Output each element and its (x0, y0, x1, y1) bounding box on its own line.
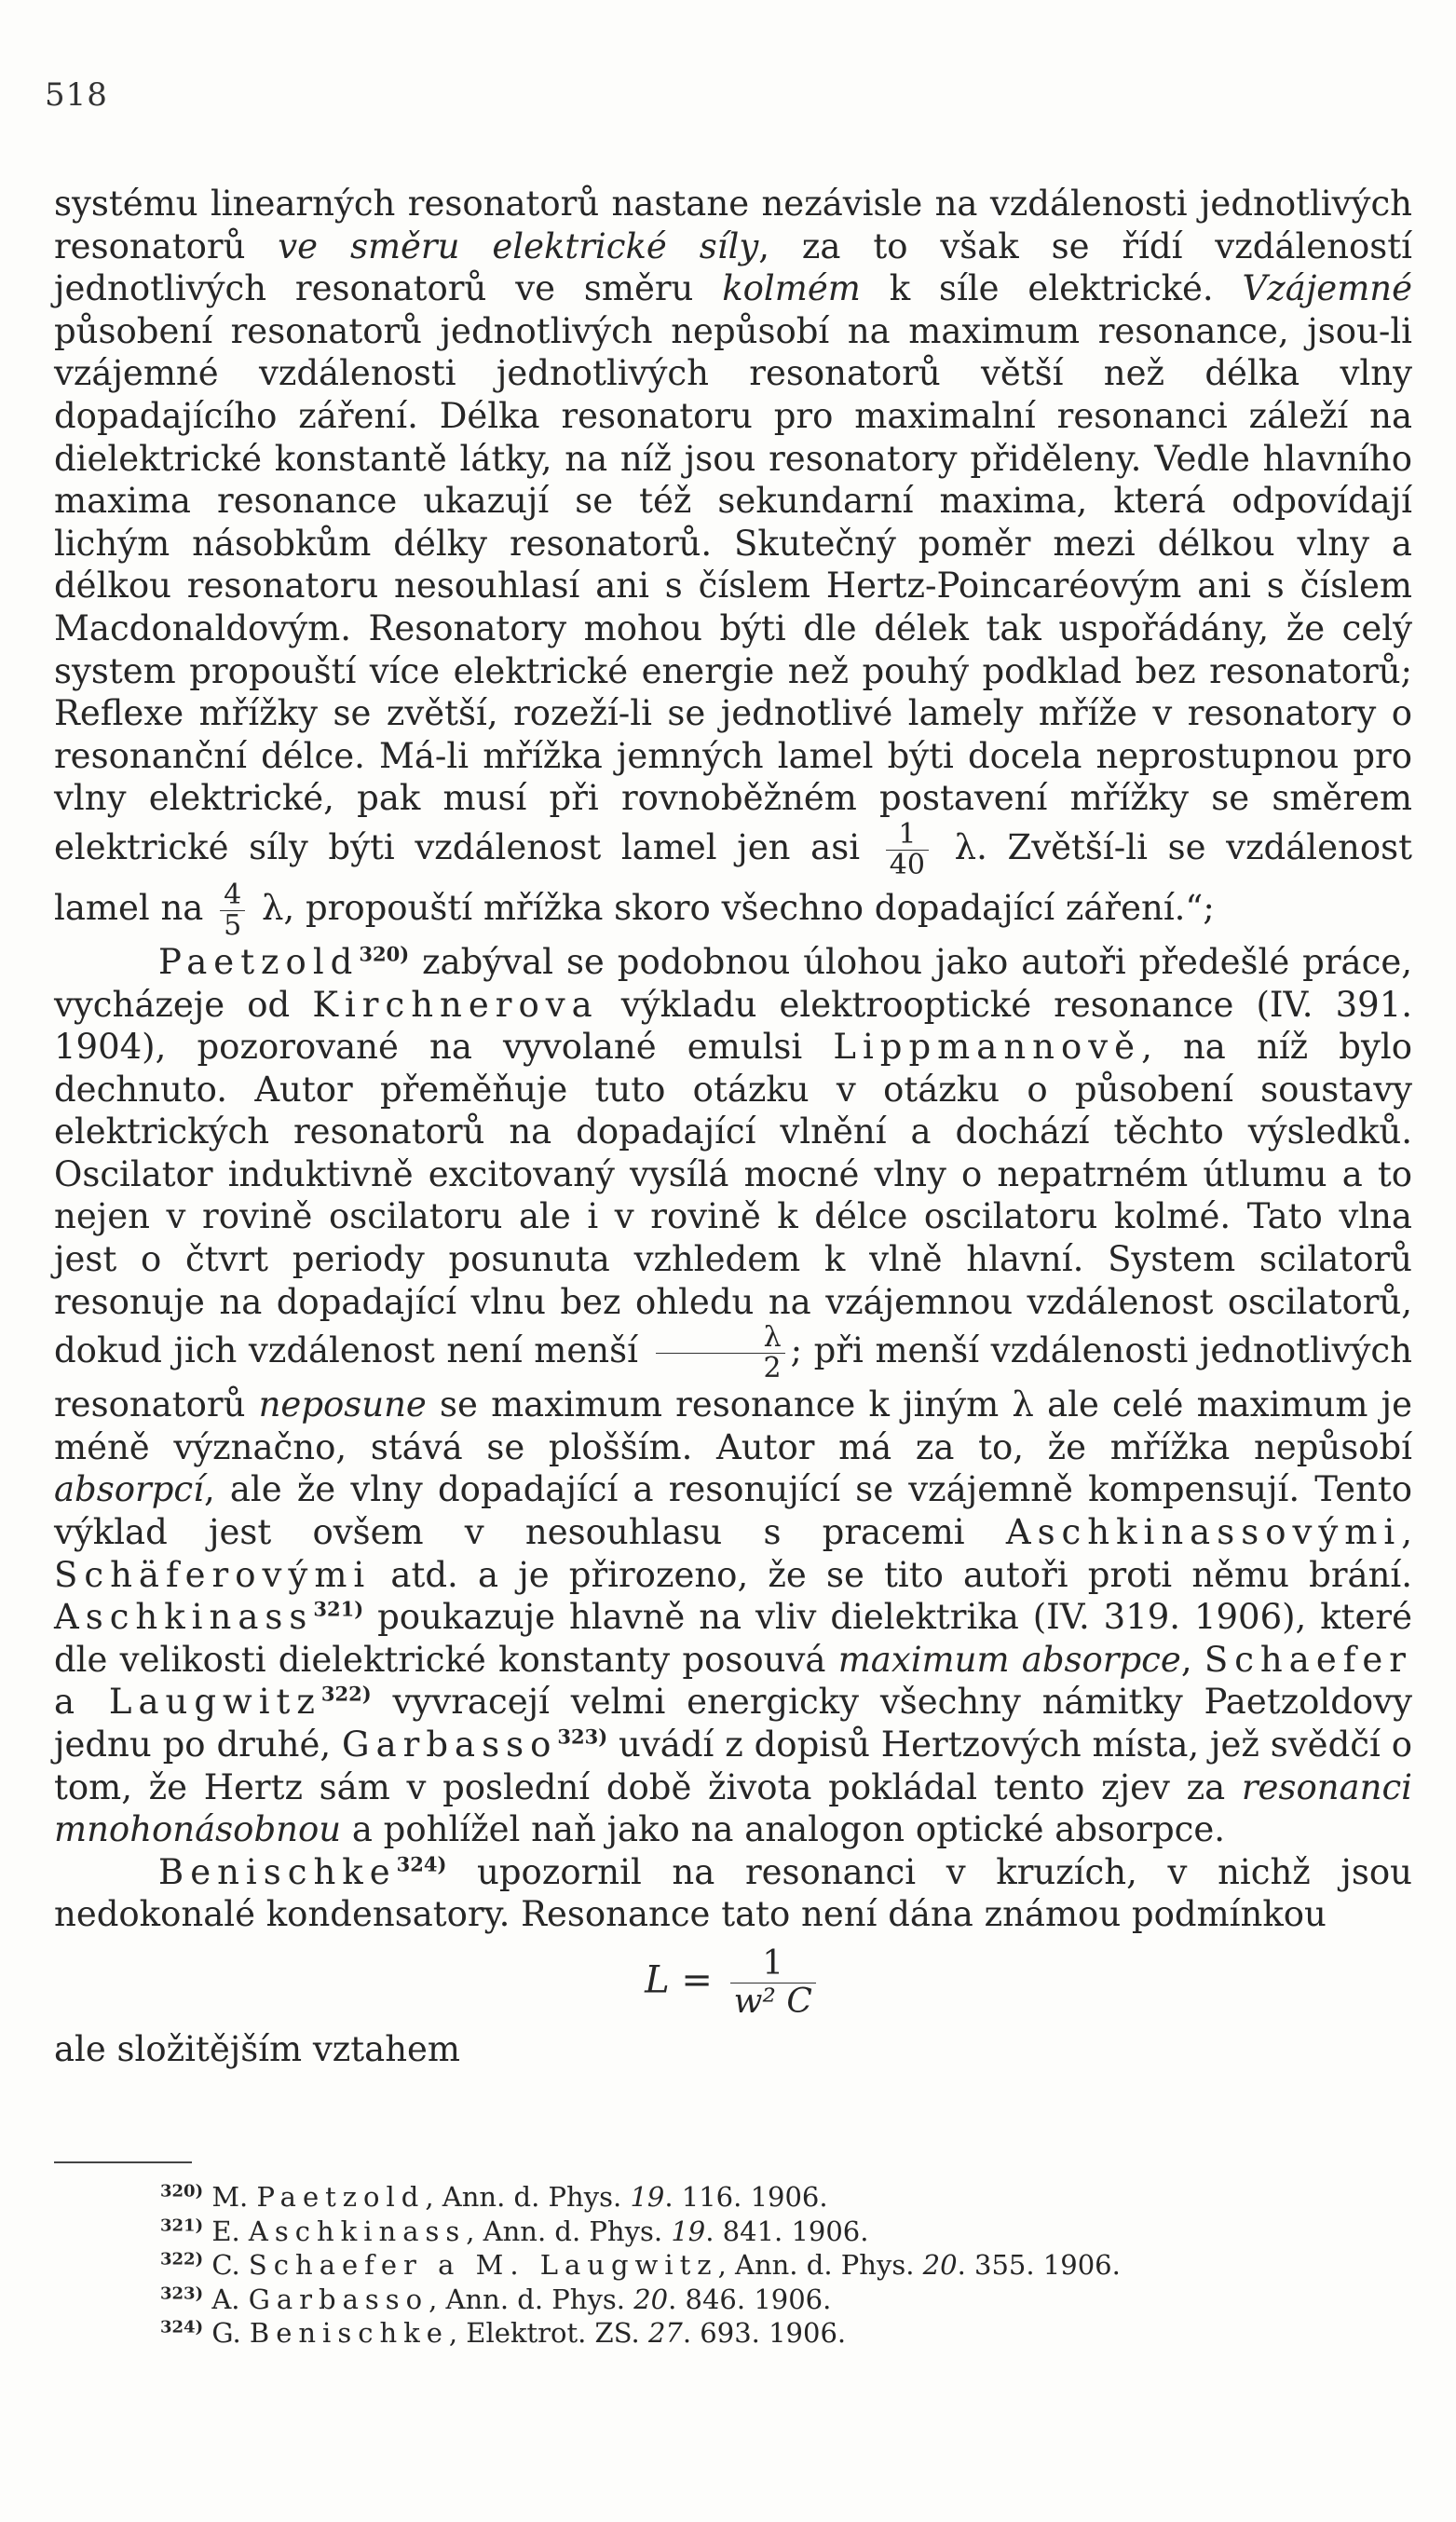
formula-numerator: 1 (730, 1945, 816, 1984)
text-run: vyvracejí velmi energicky všechny námitky Paetzoldovy jednu po druhé, (54, 1682, 1412, 1765)
text-run: C. (211, 2249, 249, 2282)
footnote-number: 321) (160, 2215, 204, 2235)
spaced-name: Schäferovými (54, 1554, 372, 1595)
paragraph-2 (54, 941, 1412, 1851)
footnote-ref[interactable]: 320) (359, 942, 410, 966)
text-run: upozornil na resonanci v kruzích, v nichž jsou nedokonalé kondensatory. Resonance tato není dána známou podmínkou (54, 1851, 1412, 1935)
text-run: , Ann. d. Phys. (425, 2181, 631, 2213)
fraction-numerator: 4 (220, 880, 245, 911)
footnote-ref[interactable]: 324) (396, 1852, 447, 1876)
emphasis-text: resonanci mnohonásobnou (54, 1766, 1412, 1850)
footnote-item (160, 2248, 1412, 2283)
spaced-name: Aschkinass (248, 2215, 467, 2247)
footnote-ref[interactable]: 323) (557, 1725, 608, 1749)
formula-resonance-condition (54, 1945, 1412, 2021)
footnote-item (160, 2316, 1412, 2351)
text-run: k síle elektrické. (860, 268, 1243, 309)
footnote-item (160, 2283, 1412, 2317)
text-run: , za to však se řídí vzdáleností jednotlivých resonatorů ve směru (54, 225, 1412, 309)
spaced-name: Aschkinass (54, 1597, 314, 1638)
text-run: poukazuje hlavně na vliv dielektrika (IV. 319. 1906), které dle velikosti dielektrické konstanty posouvá (54, 1597, 1412, 1680)
emphasis-text: kolmém (722, 268, 861, 309)
spaced-name: Aschkinassovými (1005, 1512, 1402, 1553)
formula-lhs: L (645, 1958, 670, 2002)
formula-fraction (730, 1945, 816, 2021)
spaced-name: Benischke (158, 1851, 397, 1892)
footnotes (160, 2180, 1412, 2351)
paragraph-1 (54, 183, 1412, 941)
footnote-divider (54, 2161, 192, 2163)
text-run: G. (211, 2317, 250, 2350)
spaced-name: Schaefer a Laugwitz (54, 1639, 1412, 1723)
spaced-name: Benischke (249, 2317, 449, 2350)
spaced-name: Kirchnerova (312, 984, 599, 1025)
text-run: M. (211, 2181, 257, 2213)
text-run: systému linearných resonatorů nastane nezávisle na vzdálenosti jednotlivých resonatorů (54, 184, 1412, 266)
text-run: působení resonatorů jednotlivých nepůsobí na maximum resonance, jsou-li vzájemné vzdálenosti jednotlivých resonatorů větší než délka vlny dopadajícího záření. Délka resonatoru pro maximalní resonanci záleží na dielektrické konstantě látky, na níž jsou resonatory přiděleny. Vedle hlavního maxima resonance ukazují se též sekundarní maxima, která odpovídají lichým násobkům délky resonatorů. Skutečný poměr mezi délkou vlny a délkou resonatoru nesouhlasí ani s číslem Hertz-Poincaréovým ani s číslem Macdonaldovým. Resonatory mohou býti dle délek tak uspořádány, že celý system propouští více elektrické energie než pouhý podklad bez resonatorů; Reflexe mřížky se zvětší, rozeží-li se jednotlivé lamely mříže v resonatory o resonanční délce. Má-li mřížka jemných lamel býti docela neprostupnou pro vlny elektrické, pak musí při rovnoběžném postavení mřížky se směrem elektrické síly býti vzdálenost lamel jen asi (54, 310, 1412, 867)
text-run: E. (211, 2215, 249, 2247)
text-run: výkladu elektrooptické resonance (IV. 391. 1904), pozorované na vyvolané emulsi (54, 984, 1412, 1068)
text-run: λ. Zvětší-li se vzdálenost lamel na (54, 826, 1412, 928)
emphasis-text: 20 (922, 2249, 958, 2282)
text-run: λ, propouští mřížka skoro všechno dopadající záření.“; (251, 887, 1215, 928)
text-run: . 116. 1906. (664, 2181, 828, 2213)
emphasis-text: absorpcí (54, 1469, 204, 1510)
fraction-denominator: 2 (763, 1352, 782, 1385)
text-run: . 841. 1906. (705, 2215, 869, 2247)
footnote-item (160, 2180, 1412, 2215)
emphasis-text: neposune (258, 1384, 427, 1425)
spaced-name: Lippmannově (833, 1027, 1142, 1068)
footnote-ref[interactable]: 322) (320, 1683, 372, 1707)
footnote-number: 322) (160, 2249, 204, 2270)
fraction-numerator: 1 (886, 820, 929, 851)
spaced-name: Paetzold (256, 2181, 426, 2213)
spaced-name: Schaefer a M. Laugwitz (248, 2249, 718, 2282)
footnote-number: 324) (160, 2317, 204, 2338)
text-run: ; při menší vzdálenosti jednotlivých resonatorů (54, 1330, 1412, 1425)
emphasis-text: 20 (633, 2283, 669, 2315)
text-run: zabýval se podobnou úlohou jako autoři předešlé práce, vycházeje od (54, 941, 1412, 1025)
page-number: 518 (45, 76, 108, 114)
fraction-denominator: 5 (224, 908, 242, 942)
main-text (54, 183, 1412, 2071)
text-run: A. (211, 2283, 249, 2315)
text-run: , na níž bylo dechnuto. Autor přeměňuje tuto otázku v otázku o působení soustavy elektrických resonatorů na dopadající vlnění a dochází těchto výsledků. Oscilator induktivně excitovaný vysílá mocné vlny o nepatrném útlumu a to nejen v rovině oscilatoru ale i v rovině k délce oscilatoru kolmé. Tato vlna jest o čtvrt periody posunuta vzhledem k vlně hlavní. System scilatorů resonuje na dopadající vlnu bez ohledu na vzájemnou vzdálenost oscilatorů, dokud jich vzdálenost není menší (54, 1027, 1412, 1371)
text-run: , Ann. d. Phys. (466, 2215, 672, 2247)
text-run: a pohlížel naň jako na analogon optické absorpce. (341, 1809, 1226, 1850)
emphasis-text: Vzájemné (1242, 268, 1412, 309)
footnote-item (160, 2215, 1412, 2249)
text-run: se maximum resonance k jiným λ ale celé maximum je méně význačno, stává se plošším. Autor má za to, že mřížka nepůsobí (54, 1384, 1412, 1467)
text-run: . 693. 1906. (682, 2317, 847, 2350)
emphasis-text: ve směru elektrické síly (278, 225, 759, 266)
fraction-numerator: λ (656, 1323, 785, 1354)
footnote-number: 320) (160, 2181, 204, 2202)
fraction-denominator: 40 (889, 848, 925, 881)
emphasis-text: 27 (647, 2317, 683, 2350)
emphasis-text: maximum absorpce (837, 1639, 1181, 1680)
inline-fraction (886, 817, 929, 881)
emphasis-text: 19 (671, 2215, 706, 2247)
text-run: , Elektrot. ZS. (448, 2317, 648, 2350)
text-run: . 846. 1906. (668, 2283, 832, 2315)
paragraph-3 (54, 1851, 1412, 1936)
text-run: , ale že vlny dopadající a resonující se vzájemně kompensují. Tento výklad jest ovšem v nesouhlasu s pracemi (54, 1469, 1412, 1553)
text-run: , (1401, 1512, 1412, 1553)
spaced-name: Garbasso (248, 2283, 429, 2315)
footnote-number: 323) (160, 2283, 204, 2304)
text-run: , Ann. d. Phys. (717, 2249, 923, 2282)
formula-equals: = (681, 1958, 713, 2002)
spaced-name: Garbasso (342, 1725, 558, 1765)
text-run: atd. a je přirozeno, že se tito autoři proti němu brání. (371, 1554, 1412, 1595)
inline-fraction (656, 1323, 785, 1384)
after-formula-text: ale složitějším vztahem (54, 2028, 461, 2069)
inline-fraction (220, 880, 245, 941)
footnote-ref[interactable]: 321) (313, 1597, 364, 1621)
spaced-name: Paetzold (158, 941, 360, 982)
text-run: , (1180, 1639, 1204, 1680)
text-run: . 355. 1906. (957, 2249, 1121, 2282)
text-run: , Ann. d. Phys. (429, 2283, 634, 2315)
emphasis-text: 19 (630, 2181, 665, 2213)
text-run: uvádí z dopisů Hertzových místa, jež svědčí o tom, že Hertz sám v poslední době života pokládal tento zjev za (54, 1725, 1412, 1807)
formula-denominator: w² C (733, 1982, 812, 2021)
